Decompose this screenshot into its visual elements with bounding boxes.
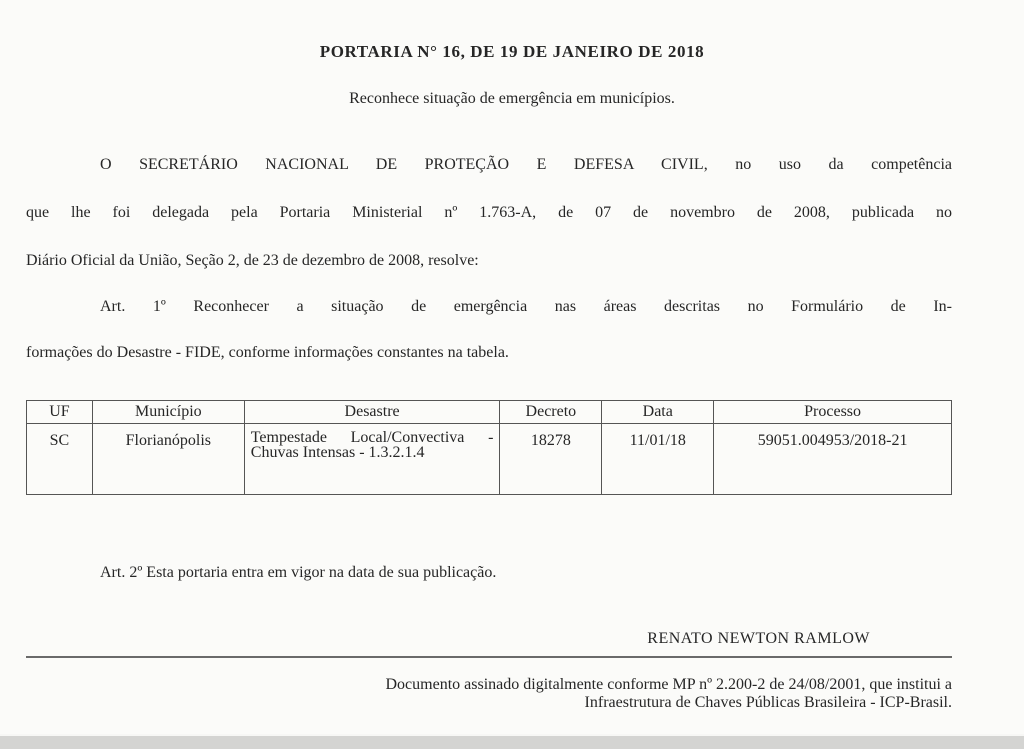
preamble-line-3: Diário Oficial da União, Seção 2, de 23 de dezembro de 2008, resolve: [26,252,479,269]
signature-name: RENATO NEWTON RAMLOW [647,630,870,647]
preamble-line-1: O SECRETÁRIO NACIONAL DE PROTEÇÃO E DEFESA CIVIL, no uso da competência [100,156,952,173]
cell-processo: 59051.004953/2018-21 [714,424,952,495]
column-header-desastre: Desastre [244,401,500,424]
document-subtitle: Reconhece situação de emergência em municípios. [349,90,675,107]
art1-line-1: Art. 1º Reconhecer a situação de emergência nas áreas descritas no Formulário de In- [100,298,952,315]
footer-line-2: Infraestrutura de Chaves Públicas Brasileira - ICP-Brasil. [584,694,952,711]
column-header-processo: Processo [714,401,952,424]
art1-line-2: formações do Desastre - FIDE, conforme informações constantes na tabela. [26,344,509,361]
document-title: PORTARIA N° 16, DE 19 DE JANEIRO DE 2018 [319,42,705,61]
art2-text: Art. 2º Esta portaria entra em vigor na data de sua publicação. [100,564,497,581]
column-header-data: Data [602,401,714,424]
disaster-table [26,400,952,495]
cell-uf: SC [27,424,93,495]
column-header-uf: UF [27,401,93,424]
cell-data: 11/01/18 [602,424,714,495]
preamble-line-2: que lhe foi delegada pela Portaria Ministerial nº 1.763-A, de 07 de novembro de 2008, publicada no [26,204,952,221]
column-header-decreto: Decreto [500,401,602,424]
column-header-municipio: Município [92,401,244,424]
footer-divider [26,656,952,658]
cell-municipio: Florianópolis [92,424,244,495]
cell-desastre: Tempestade Local/Convectiva - Chuvas Intensas - 1.3.2.1.4 [244,424,500,495]
table-row [27,424,952,495]
table-header-row [27,401,952,424]
footer-line-1: Documento assinado digitalmente conforme MP nº 2.200-2 de 24/08/2001, que institui a [385,676,952,693]
cell-decreto: 18278 [500,424,602,495]
bottom-edge-bar [0,736,1024,749]
digital-signature-note [152,676,952,712]
